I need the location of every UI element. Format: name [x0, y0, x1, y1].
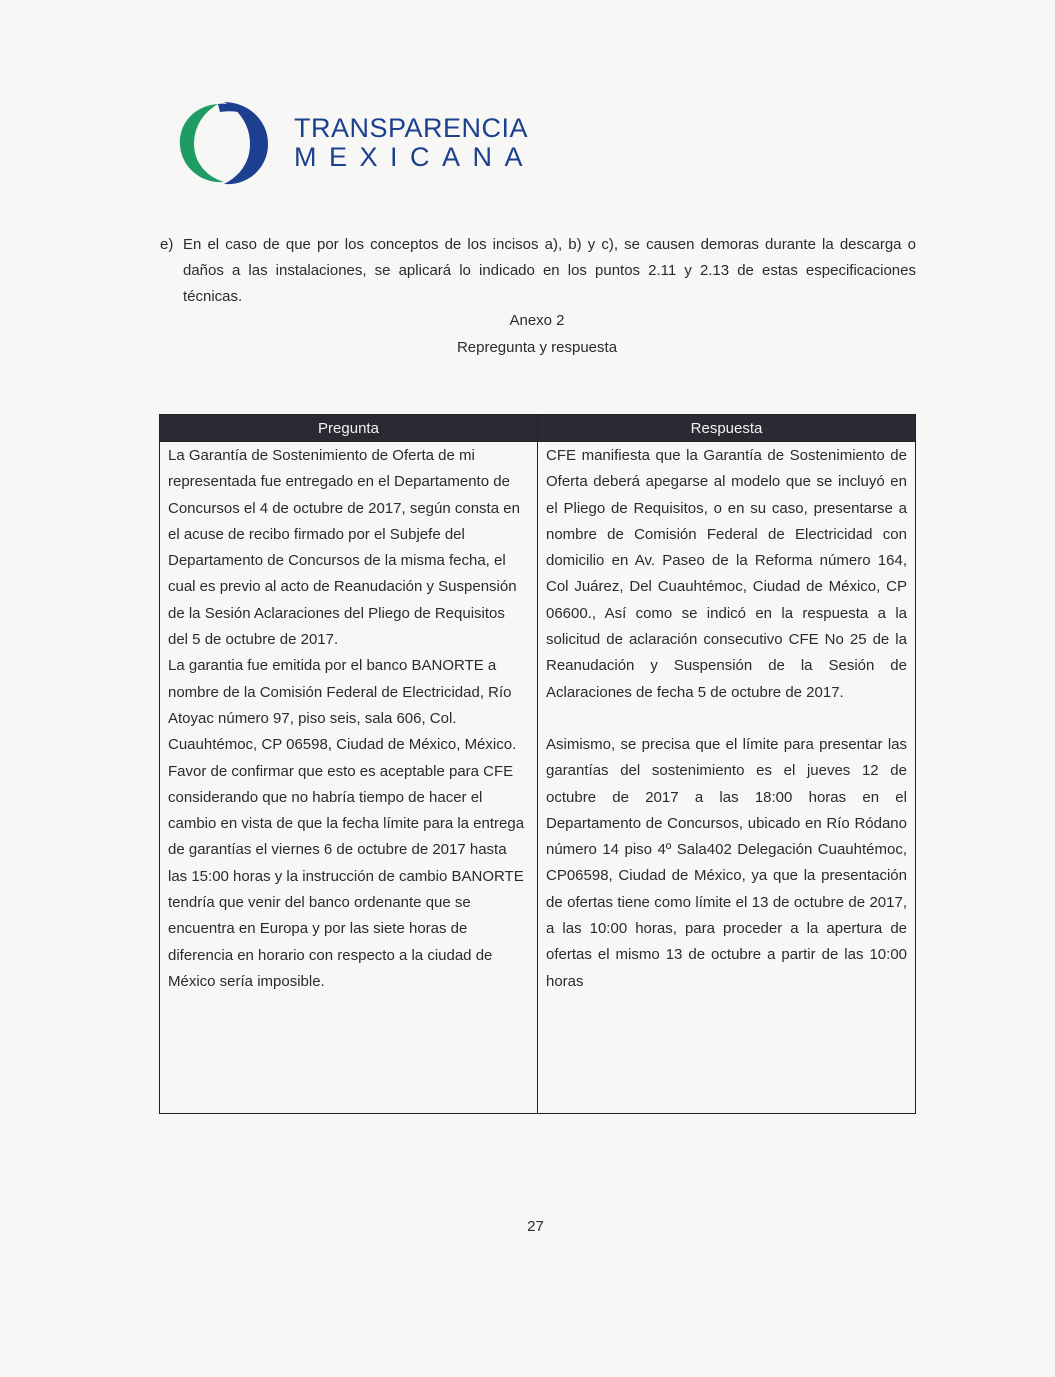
transparencia-logo-icon: [174, 100, 270, 186]
question-paragraph-1: La Garantía de Sostenimiento de Oferta de mi representada fue entregado en el Departamento de Concursos el 4 de octubre de 2017, según consta en el acuse de recibo firmado por el Subjefe del Departamento de Concursos de la misma fecha, el cual es previo al acto de Reanudación y Suspensión de la Sesión Aclaraciones del Pliego de Requisitos del 5 de octubre de 2017.: [168, 447, 520, 649]
question-paragraph-2: La garantia fue emitida por el banco BANORTE a nombre de la Comisión Federal de Electricidad, Río Atoyac número 97, piso seis, sala 606, Col. Cuauhtémoc, CP 06598, Ciudad de México, México.: [168, 657, 517, 754]
logo-line-2: MEXICANA: [294, 142, 536, 172]
answer-paragraph-1: CFE manifiesta que la Garantía de Sostenimiento de Oferta deberá apegarse al modelo que se incluyó en el Pliego de Requisitos, o en su caso, presentarse a nombre de Comisión Federal de Electricidad con domicilio en Av. Paseo de la Reforma número 164, Col Juárez, Del Cuauhtémoc, Ciudad de México, CP 06600., Así como se indicó en la respuesta a la solicitud de aclaración consecutivo CFE No 25 de la Reanudación y Suspensión de la Sesión de Aclaraciones de fecha 5 de octubre de 2017.: [546, 447, 907, 701]
annex-subtitle: Repregunta y respuesta: [456, 339, 618, 356]
table-header-row: [160, 415, 916, 442]
logo-wordmark: [294, 114, 535, 172]
annex-title: Anexo 2: [509, 312, 565, 329]
header-question: Pregunta: [160, 415, 538, 442]
answer-cell: [538, 442, 916, 1114]
question-cell: [160, 442, 538, 1114]
list-item-e: [160, 232, 916, 310]
list-item-text: En el caso de que por los conceptos de los incisos a), b) y c), se causen demoras durante la descarga o daños a las instalaciones, se aplicará lo indicado en los puntos 2.11 y 2.13 de estas especificaciones técnicas.: [183, 236, 916, 305]
qa-table: [159, 414, 916, 1114]
logo-line-1: TRANSPARENCIA: [294, 113, 529, 143]
page-number: 27: [527, 1218, 544, 1235]
list-item-marker: e): [160, 236, 174, 253]
header-logo: [174, 100, 535, 186]
table-row: [160, 442, 916, 1114]
answer-paragraph-2: Asimismo, se precisa que el límite para presentar las garantías del sostenimiento es el jueves 12 de octubre de 2017 a las 18:00 horas en el Departamento de Concursos, ubicado en Río Ródano número 14 piso 4º Sala402 Delegación Cuauhtémoc, CP06598, Ciudad de México, ya que la presentación de ofertas tiene como límite el 13 de octubre de 2017, a las 10:00 horas, para proceder a la apertura de ofertas el mismo 13 de octubre a partir de las 10:00 horas: [546, 735, 907, 990]
question-paragraph-3: Favor de confirmar que esto es aceptable para CFE considerando que no habría tiempo de hacer el cambio en vista de que la fecha límite para la entrega de garantías el viernes 6 de octubre de 2017 hasta las 15:00 horas y la instrucción de cambio BANORTE tendría que venir del banco ordenante que se encuentra en Europa y por las siete horas de diferencia en horario con respecto a la ciudad de México sería imposible.: [168, 762, 525, 990]
header-answer: Respuesta: [538, 415, 916, 442]
